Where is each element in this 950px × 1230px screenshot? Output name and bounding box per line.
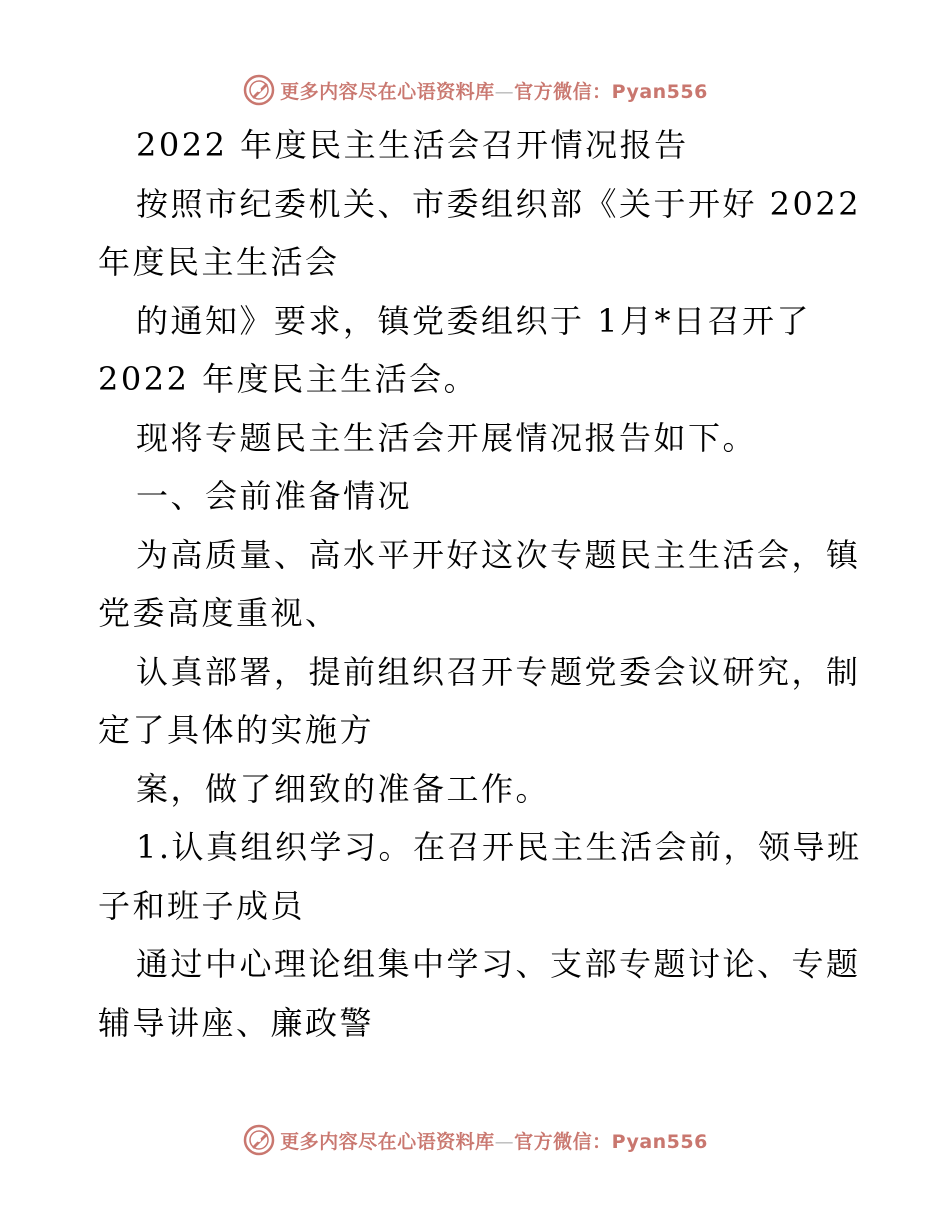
paragraph-line: 的通知》要求，镇党委组织于 1月*日召开了 <box>136 302 812 340</box>
paragraph-line: 为高质量、高水平开好这次专题民主生活会，镇 <box>136 536 861 574</box>
paragraph-line: 认真部署，提前组织召开专题党委会议研究，制 <box>136 653 861 691</box>
banner-text <box>280 77 708 104</box>
banner-wechat-text: 官方微信：Pyan556 <box>514 80 708 103</box>
banner-wechat-text: 官方微信：Pyan556 <box>514 1130 708 1153</box>
header-banner <box>0 70 950 110</box>
paragraph-line: 党委高度重视、 <box>98 594 340 632</box>
banner-text <box>280 1127 708 1154</box>
paragraph-line: 1.认真组织学习。在召开民主生活会前，领导班 <box>136 828 862 866</box>
banner-dash: — <box>494 80 515 103</box>
pen-nib-circle-icon <box>242 73 276 107</box>
paragraph-line: 按照市纪委机关、市委组织部《关于开好 2022 <box>136 185 862 223</box>
banner-dash: — <box>494 1130 515 1153</box>
banner-site-text: 更多内容尽在心语资料库 <box>280 1130 495 1153</box>
paragraph-line: 案，做了细致的准备工作。 <box>136 770 551 808</box>
banner-site-text: 更多内容尽在心语资料库 <box>280 80 495 103</box>
paragraph-line: 年度民主生活会 <box>98 243 340 281</box>
paragraph-line: 现将专题民主生活会开展情况报告如下。 <box>136 419 758 457</box>
footer-banner <box>0 1120 950 1160</box>
paragraph-line: 子和班子成员 <box>98 887 306 925</box>
paragraph-line: 通过中心理论组集中学习、支部专题讨论、专题 <box>136 945 861 983</box>
section-heading: 一、会前准备情况 <box>136 477 413 515</box>
paragraph-line: 定了具体的实施方 <box>98 711 375 749</box>
pen-nib-circle-icon <box>242 1123 276 1157</box>
paragraph-line: 2022 年度民主生活会。 <box>98 360 479 398</box>
paragraph-line: 辅导讲座、廉政警 <box>98 1004 375 1042</box>
document-title: 2022 年度民主生活会召开情况报告 <box>136 126 689 164</box>
